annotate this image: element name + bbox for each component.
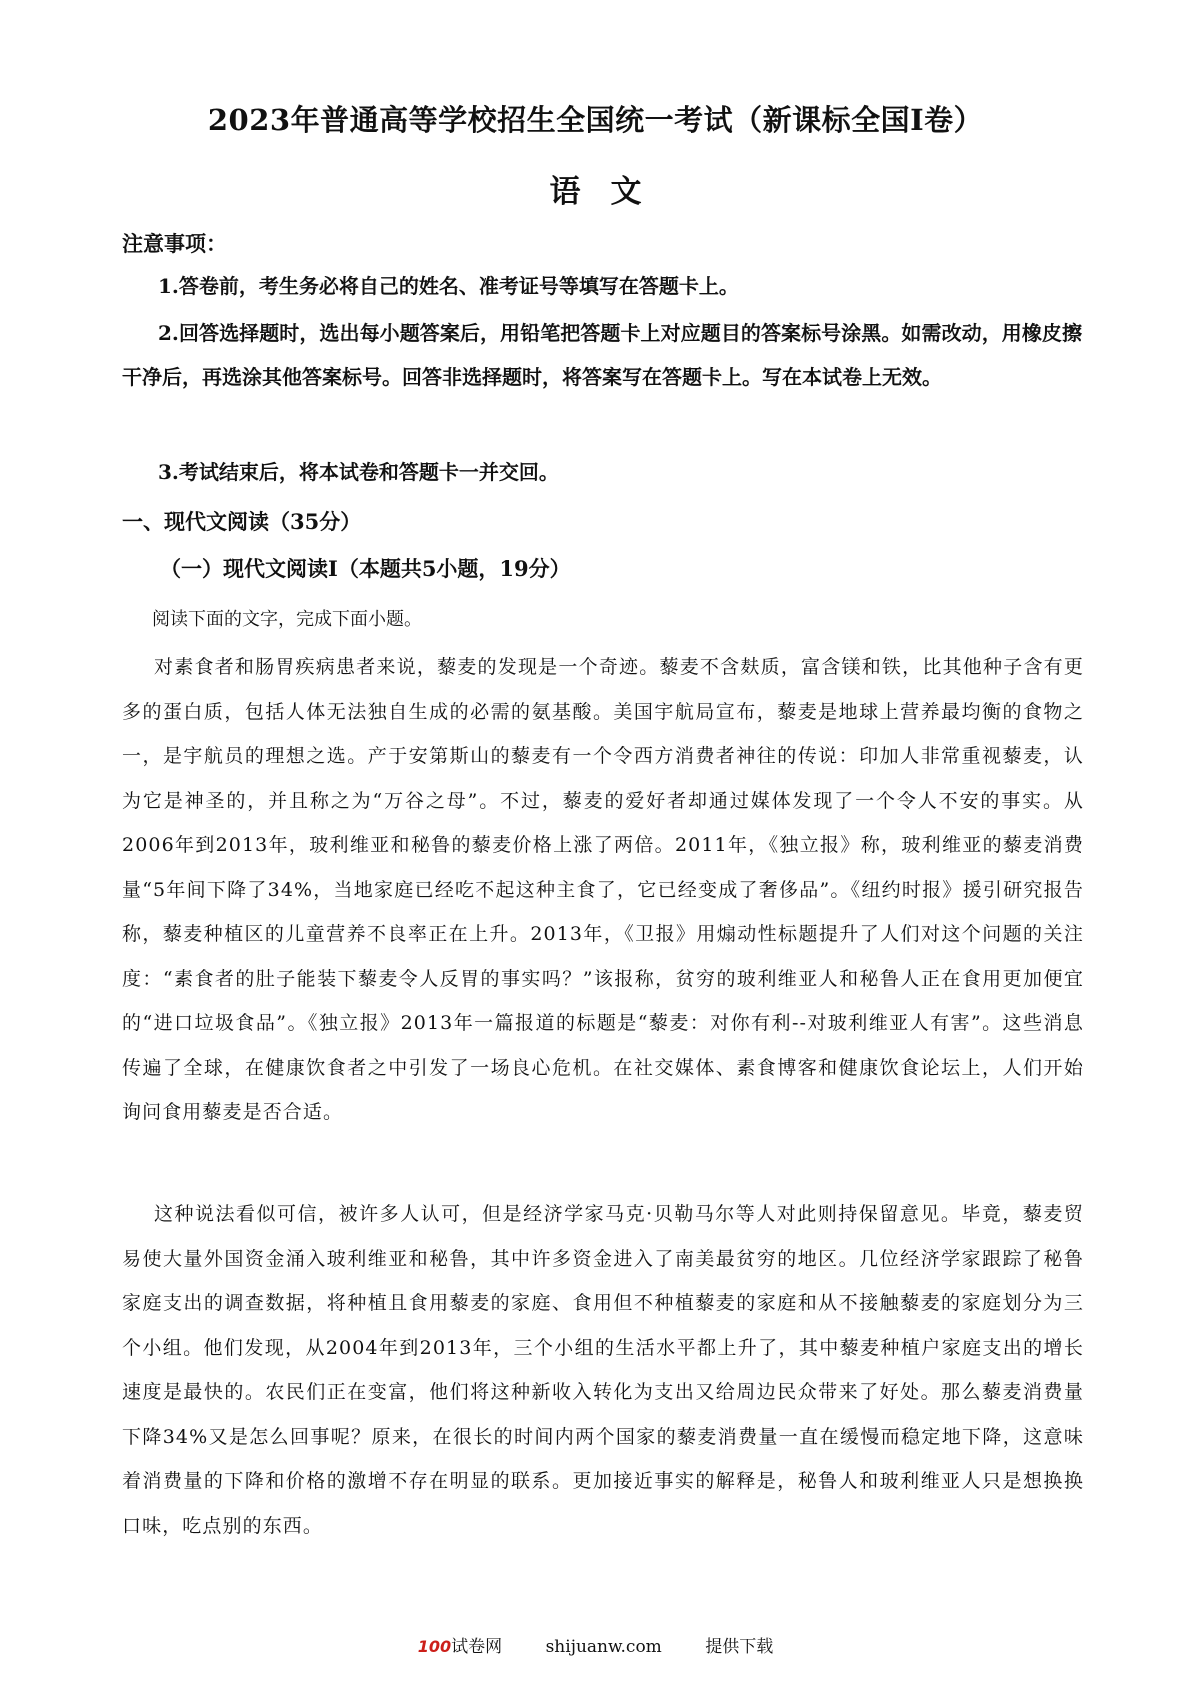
footer-tagline: 提供下载	[705, 1637, 774, 1657]
subject-title: 语文	[549, 174, 672, 210]
footer-site-name: 试卷网	[451, 1637, 503, 1657]
site-logo: 100	[417, 1637, 452, 1656]
section-heading: 一、现代文阅读（35分）	[122, 509, 362, 534]
notice-heading: 注意事项：	[122, 231, 227, 256]
page-footer	[0, 1632, 1191, 1657]
notice-item-3: 3.考试结束后，将本试卷和答题卡一并交回。	[158, 460, 559, 484]
passage-paragraph-2: 这种说法看似可信，被许多人认可，但是经济学家马克·贝勒马尔等人对此则持保留意见。毕竟，藜麦贸易使大量外国资金涌入玻利维亚和秘鲁，其中许多资金进入了南美最贫穷的地区。几位经济学家跟踪了秘鲁家庭支出的调查数据，将种植且食用藜麦的家庭、食用但不种植藜麦的家庭和从不接触藜麦的家庭划分为三个小组。他们发现，从2004年到2013年，三个小组的生活水平都上升了，其中藜麦种植户家庭支出的增长速度是最快的。农民们正在变富，他们将这种新收入转化为支出又给周边民众带来了好处。那么藜麦消费量下降34%又是怎么回事呢？原来，在很长的时间内两个国家的藜麦消费量一直在缓慢而稳定地下降，这意味着消费量的下降和价格的激增不存在明显的联系。更加接近事实的解释是，秘鲁人和玻利维亚人只是想换换口味，吃点别的东西。	[122, 1203, 1084, 1537]
sub-section-heading: （一）现代文阅读Ⅰ（本题共5小题，19分）	[160, 556, 571, 581]
passage-paragraph-1: 对素食者和肠胃疾病患者来说，藜麦的发现是一个奇迹。藜麦不含麸质，富含镁和铁，比其他种子含有更多的蛋白质，包括人体无法独自生成的必需的氨基酸。美国宇航局宣布，藜麦是地球上营养最均衡的食物之一，是宇航员的理想之选。产于安第斯山的藜麦有一个令西方消费者神往的传说：印加人非常重视藜麦，认为它是神圣的，并且称之为“万谷之母”。不过，藜麦的爱好者却通过媒体发现了一个令人不安的事实。从2006年到2013年，玻利维亚和秘鲁的藜麦价格上涨了两倍。2011年，《独立报》称，玻利维亚的藜麦消费量“5年间下降了34%，当地家庭已经吃不起这种主食了，它已经变成了奢侈品”。《纽约时报》援引研究报告称，藜麦种植区的儿童营养不良率正在上升。2013年，《卫报》用煽动性标题提升了人们对这个问题的关注度：“素食者的肚子能装下藜麦令人反胃的事实吗？”该报称，贫穷的玻利维亚人和秘鲁人正在食用更加便宜的“进口垃圾食品”。《独立报》2013年一篇报道的标题是“藜麦：对你有利--对玻利维亚人有害”。这些消息传遍了全球，在健康饮食者之中引发了一场良心危机。在社交媒体、素食博客和健康饮食论坛上，人们开始询问食用藜麦是否合适。	[122, 656, 1084, 1123]
reading-instruction: 阅读下面的文字，完成下面小题。	[152, 609, 422, 630]
notice-item-2: 2.回答选择题时，选出每小题答案后，用铅笔把答题卡上对应题目的答案标号涂黑。如需改动，用橡皮擦干净后，再选涂其他答案标号。回答非选择题时，将答案写在答题卡上。写在本试卷上无效。	[122, 321, 1082, 389]
page-title: 2023年普通高等学校招生全国统一考试（新课标全国Ⅰ卷）	[207, 103, 984, 137]
footer-domain[interactable]: shijuanw.com	[545, 1637, 662, 1657]
notice-item-1: 1.答卷前，考生务必将自己的姓名、准考证号等填写在答题卡上。	[158, 274, 739, 298]
